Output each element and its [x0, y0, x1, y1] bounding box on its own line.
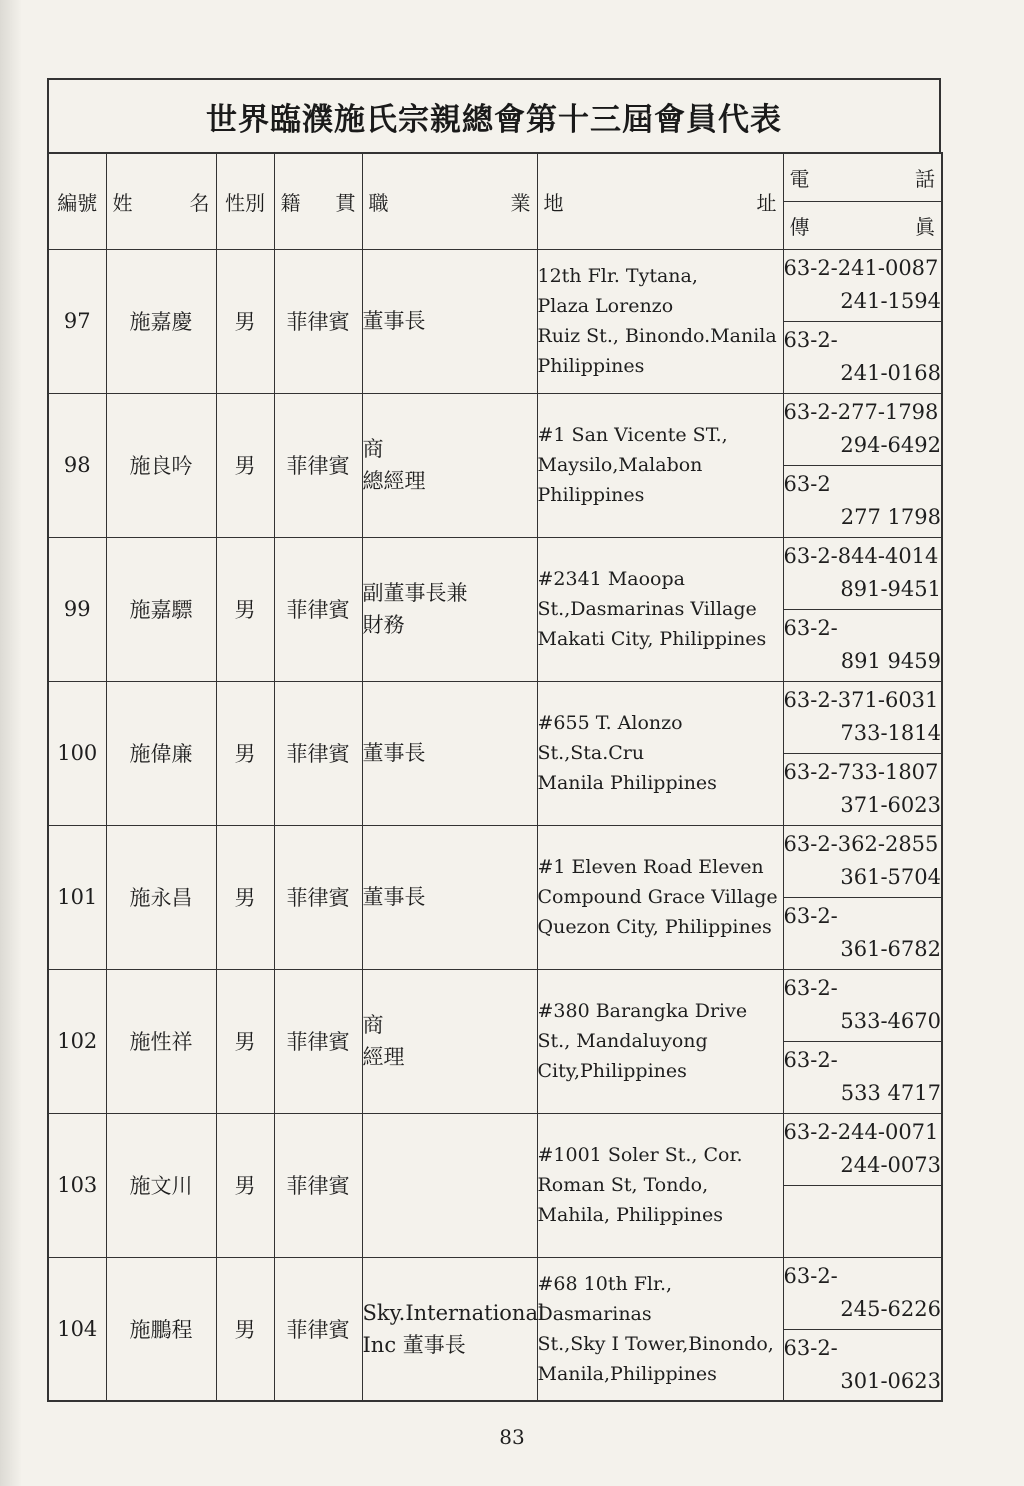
member-phone: 63-2- 245-6226 [783, 1257, 942, 1329]
member-occupation [362, 1113, 537, 1257]
member-fax: 63-2- 891 9459 [783, 609, 942, 681]
header-fax: 傳 眞 [783, 201, 942, 249]
table-row [48, 1257, 942, 1329]
member-occupation: 副董事長兼 財務 [362, 537, 537, 681]
member-sex: 男 [216, 825, 274, 969]
member-origin: 菲律賓 [274, 681, 362, 825]
member-fax: 63-2- 301-0623 [783, 1329, 942, 1401]
member-fax: 63-2 277 1798 [783, 465, 942, 537]
table-row [48, 537, 942, 609]
member-address: #655 T. Alonzo St.,Sta.Cru Manila Philippines [537, 681, 783, 825]
member-fax [783, 1185, 942, 1257]
member-name: 施嘉慶 [106, 249, 216, 393]
member-occupation: 董事長 [362, 825, 537, 969]
member-address: #1001 Soler St., Cor. Roman St, Tondo, Mahila, Philippines [537, 1113, 783, 1257]
member-name: 施永昌 [106, 825, 216, 969]
member-number: 97 [48, 249, 106, 393]
member-address: #2341 Maoopa St.,Dasmarinas Village Makati City, Philippines [537, 537, 783, 681]
member-number: 98 [48, 393, 106, 537]
table-row [48, 681, 942, 753]
header-name: 姓 名 [106, 153, 216, 249]
member-occupation: 董事長 [362, 681, 537, 825]
page-title: 世界臨濮施氏宗親總會第十三屆會員代表 [206, 101, 782, 138]
member-number: 99 [48, 537, 106, 681]
member-fax: 63-2-733-1807 371-6023 [783, 753, 942, 825]
header-address: 地 址 [537, 153, 783, 249]
member-fax: 63-2- 361-6782 [783, 897, 942, 969]
table-row [48, 825, 942, 897]
header-number: 編號 [48, 153, 106, 249]
member-origin: 菲律賓 [274, 1257, 362, 1401]
header-sex: 性別 [216, 153, 274, 249]
member-sex: 男 [216, 681, 274, 825]
member-origin: 菲律賓 [274, 537, 362, 681]
member-occupation: 商 總經理 [362, 393, 537, 537]
member-origin: 菲律賓 [274, 1113, 362, 1257]
member-origin: 菲律賓 [274, 249, 362, 393]
member-phone: 63-2-362-2855 361-5704 [783, 825, 942, 897]
member-sex: 男 [216, 537, 274, 681]
member-sex: 男 [216, 249, 274, 393]
member-name: 施偉廉 [106, 681, 216, 825]
member-origin: 菲律賓 [274, 969, 362, 1113]
member-address: #1 Eleven Road Eleven Compound Grace Village Quezon City, Philippines [537, 825, 783, 969]
member-origin: 菲律賓 [274, 825, 362, 969]
table-row [48, 1113, 942, 1185]
page-number: 83 [499, 1425, 525, 1449]
member-number: 100 [48, 681, 106, 825]
table-row [48, 393, 942, 465]
member-origin: 菲律賓 [274, 393, 362, 537]
member-name: 施文川 [106, 1113, 216, 1257]
member-phone: 63-2-844-4014 891-9451 [783, 537, 942, 609]
member-occupation: 董事長 [362, 249, 537, 393]
member-number: 103 [48, 1113, 106, 1257]
member-address: #380 Barangka Drive St., Mandaluyong City,Philippines [537, 969, 783, 1113]
member-fax: 63-2- 241-0168 [783, 321, 942, 393]
member-number: 104 [48, 1257, 106, 1401]
member-table-body [48, 249, 942, 1401]
header-origin: 籍 貫 [274, 153, 362, 249]
member-fax: 63-2- 533 4717 [783, 1041, 942, 1113]
member-number: 102 [48, 969, 106, 1113]
page-edge-shadow [0, 0, 22, 1486]
member-table [47, 152, 943, 1402]
member-address: 12th Flr. Tytana, Plaza Lorenzo Ruiz St., Binondo.Manila Philippines [537, 249, 783, 393]
title-box [47, 78, 941, 152]
member-phone: 63-2-277-1798 294-6492 [783, 393, 942, 465]
member-phone: 63-2- 533-4670 [783, 969, 942, 1041]
member-phone: 63-2-241-0087 241-1594 [783, 249, 942, 321]
member-occupation: Sky.International Inc 董事長 [362, 1257, 537, 1401]
header-phone: 電 話 [783, 153, 942, 201]
member-number: 101 [48, 825, 106, 969]
member-sex: 男 [216, 1113, 274, 1257]
member-phone: 63-2-371-6031 733-1814 [783, 681, 942, 753]
header-occupation: 職 業 [362, 153, 537, 249]
member-sex: 男 [216, 393, 274, 537]
member-address: #1 San Vicente ST., Maysilo,Malabon Philippines [537, 393, 783, 537]
member-name: 施嘉驃 [106, 537, 216, 681]
table-row [48, 249, 942, 321]
member-address: #68 10th Flr., Dasmarinas St.,Sky I Tower,Binondo, Manila,Philippines [537, 1257, 783, 1401]
member-occupation: 商 經理 [362, 969, 537, 1113]
member-sex: 男 [216, 1257, 274, 1401]
member-name: 施鵬程 [106, 1257, 216, 1401]
member-name: 施良吟 [106, 393, 216, 537]
table-row [48, 969, 942, 1041]
member-name: 施性祥 [106, 969, 216, 1113]
member-phone: 63-2-244-0071 244-0073 [783, 1113, 942, 1185]
member-sex: 男 [216, 969, 274, 1113]
